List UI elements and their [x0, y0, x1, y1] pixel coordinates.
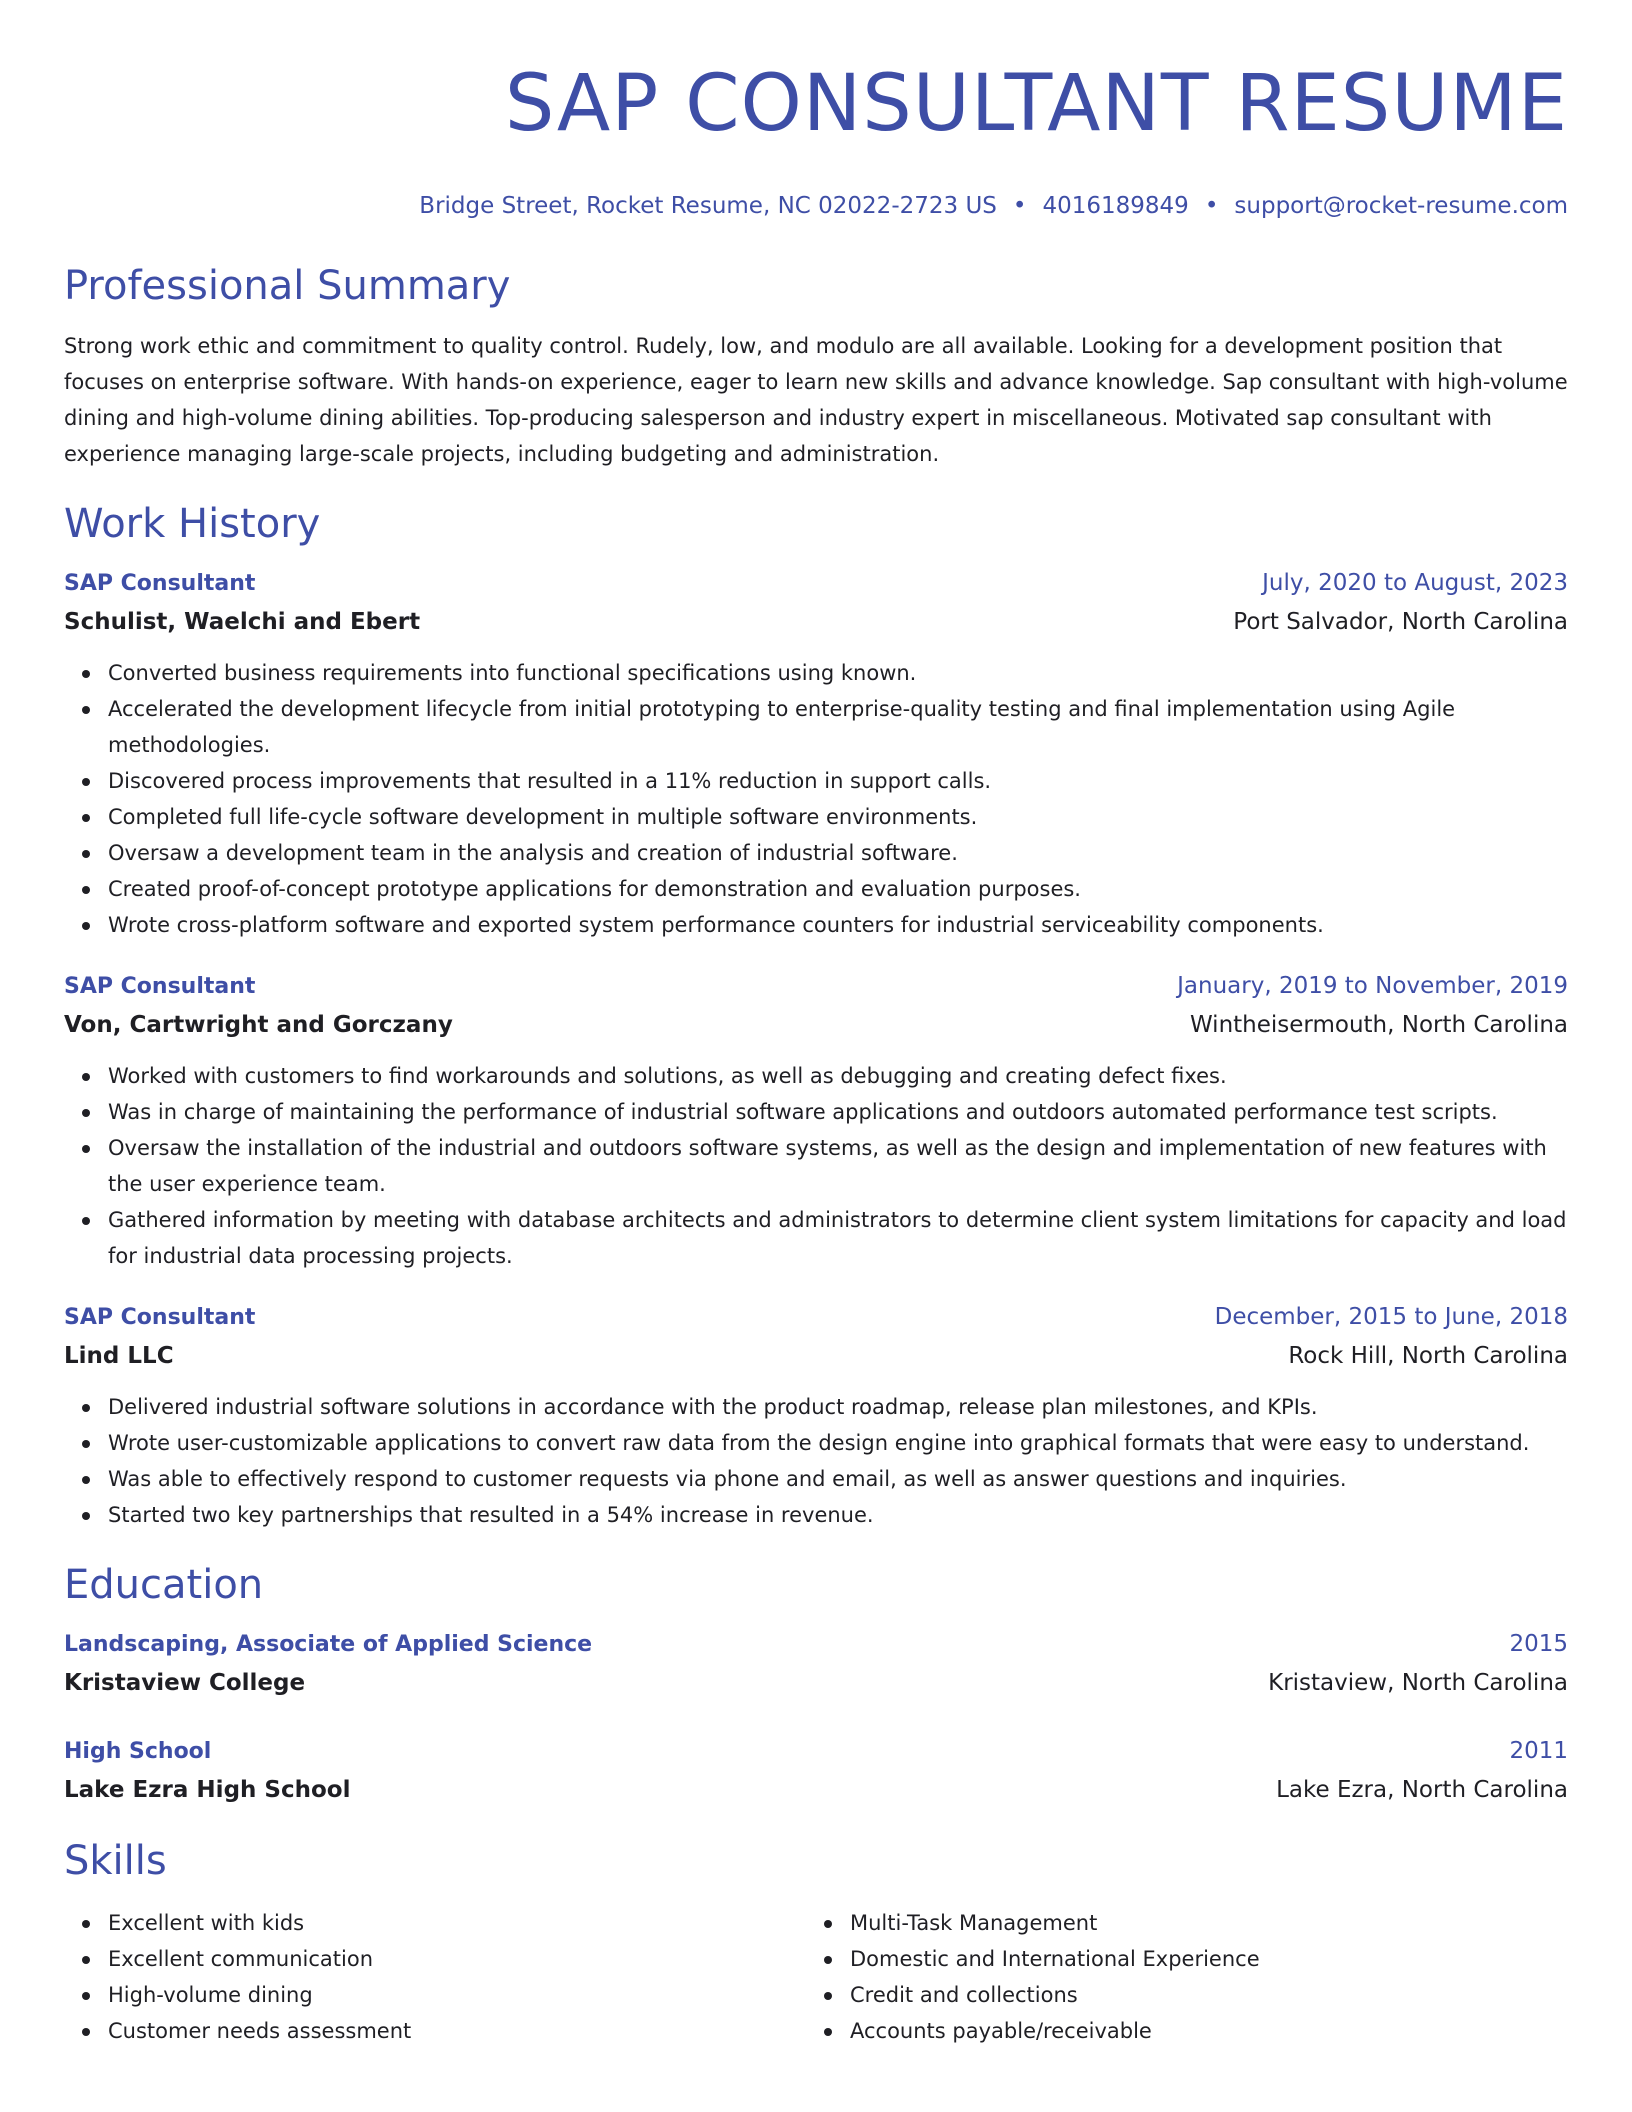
education-school: Lake Ezra High School: [64, 1777, 351, 1803]
job-dates: January, 2019 to November, 2019: [1177, 973, 1568, 999]
contact-address: Bridge Street, Rocket Resume, NC 02022-2723 US: [419, 193, 997, 219]
education-entry: [64, 1732, 1568, 1809]
work-history-heading: Work History: [64, 501, 321, 547]
skill-item: Customer needs assessment: [108, 2013, 806, 2049]
list-item: Gathered information by meeting with database architects and administrators to determine client system limitations for capacity and load for industrial data processing projects.: [108, 1202, 1568, 1274]
education-year: 2015: [1509, 1631, 1568, 1657]
summary-heading: Professional Summary: [64, 263, 511, 309]
job-role: SAP Consultant: [64, 974, 256, 999]
skills-heading: Skills: [64, 1838, 167, 1884]
job-entry: [64, 1298, 1568, 1533]
skill-item: High-volume dining: [108, 1977, 806, 2013]
job-location: Wintheisermouth, North Carolina: [1189, 1012, 1568, 1038]
education-year: 2011: [1509, 1738, 1568, 1764]
job-company: Von, Cartwright and Gorczany: [64, 1012, 453, 1038]
summary-text: Strong work ethic and commitment to quality control. Rudely, low, and modulo are all available. Looking for a development position that focuses on enterprise software. With hands-on experience, eager to learn new skills and advance knowledge. Sap consultant with high-volume dining and high-volume dining abilities. Top-producing salesperson and industry expert in miscellaneous. Motivated sap consultant with experience managing large-scale projects, including budgeting and administration.: [64, 334, 1568, 466]
education-degree: Landscaping, Associate of Applied Science: [64, 1632, 593, 1657]
job-entry: [64, 564, 1568, 943]
job-role: SAP Consultant: [64, 571, 256, 596]
list-item: Created proof-of-concept prototype applications for demonstration and evaluation purposes.: [108, 871, 1568, 907]
list-item: Wrote cross-platform software and exported system performance counters for industrial serviceability components.: [108, 907, 1568, 943]
education-location: Lake Ezra, North Carolina: [1276, 1777, 1568, 1803]
list-item: Worked with customers to find workarounds and solutions, as well as debugging and creating defect fixes.: [108, 1058, 1568, 1094]
skill-item: Multi-Task Management: [850, 1905, 1548, 1941]
list-item: Oversaw a development team in the analysis and creation of industrial software.: [108, 835, 1568, 871]
resume-title: SAP CONSULTANT RESUME: [504, 59, 1568, 149]
resume-page: [64, 50, 1568, 2049]
job-dates: July, 2020 to August, 2023: [1262, 570, 1568, 596]
skill-item: Excellent with kids: [108, 1905, 806, 1941]
education-location: Kristaview, North Carolina: [1268, 1670, 1568, 1696]
job-role: SAP Consultant: [64, 1305, 256, 1330]
skill-item: Credit and collections: [850, 1977, 1548, 2013]
skill-item: Excellent communication: [108, 1941, 806, 1977]
list-item: Was in charge of maintaining the performance of industrial software applications and outdoors automated performance test scripts.: [108, 1094, 1568, 1130]
job-company: Schulist, Waelchi and Ebert: [64, 609, 421, 635]
skill-item: Domestic and International Experience: [850, 1941, 1548, 1977]
job-bullets: [64, 1058, 1568, 1274]
list-item: Wrote user-customizable applications to convert raw data from the design engine into graphical formats that were easy to understand.: [108, 1425, 1568, 1461]
skills-list-left: [64, 1905, 806, 2049]
education-heading: Education: [64, 1562, 264, 1608]
list-item: Oversaw the installation of the industrial and outdoors software systems, as well as the design and implementation of new features with the user experience team.: [108, 1130, 1568, 1202]
job-bullets: [64, 1389, 1568, 1533]
contact-separator: •: [1012, 193, 1027, 219]
list-item: Converted business requirements into functional specifications using known.: [108, 655, 1568, 691]
job-location: Rock Hill, North Carolina: [1288, 1343, 1568, 1369]
job-location: Port Salvador, North Carolina: [1233, 609, 1568, 635]
skills-grid: [64, 1905, 1568, 2049]
education-degree: High School: [64, 1739, 212, 1764]
list-item: Was able to effectively respond to customer requests via phone and email, as well as answer questions and inquiries.: [108, 1461, 1568, 1497]
contact-line: [64, 190, 1568, 222]
skills-list-right: [806, 1905, 1548, 2049]
job-bullets: [64, 655, 1568, 943]
list-item: Started two key partnerships that resulted in a 54% increase in revenue.: [108, 1497, 1568, 1533]
contact-phone: 4016189849: [1042, 193, 1189, 219]
education-school: Kristaview College: [64, 1670, 306, 1696]
list-item: Delivered industrial software solutions in accordance with the product roadmap, release plan milestones, and KPIs.: [108, 1389, 1568, 1425]
job-dates: December, 2015 to June, 2018: [1214, 1304, 1568, 1330]
list-item: Accelerated the development lifecycle from initial prototyping to enterprise-quality testing and final implementation using Agile methodologies.: [108, 691, 1568, 763]
list-item: Discovered process improvements that resulted in a 11% reduction in support calls.: [108, 763, 1568, 799]
job-company: Lind LLC: [64, 1343, 174, 1369]
contact-separator: •: [1204, 193, 1219, 219]
education-entry: [64, 1625, 1568, 1702]
contact-email: support@rocket-resume.com: [1234, 193, 1568, 219]
skill-item: Accounts payable/receivable: [850, 2013, 1548, 2049]
list-item: Completed full life-cycle software development in multiple software environments.: [108, 799, 1568, 835]
job-entry: [64, 967, 1568, 1274]
